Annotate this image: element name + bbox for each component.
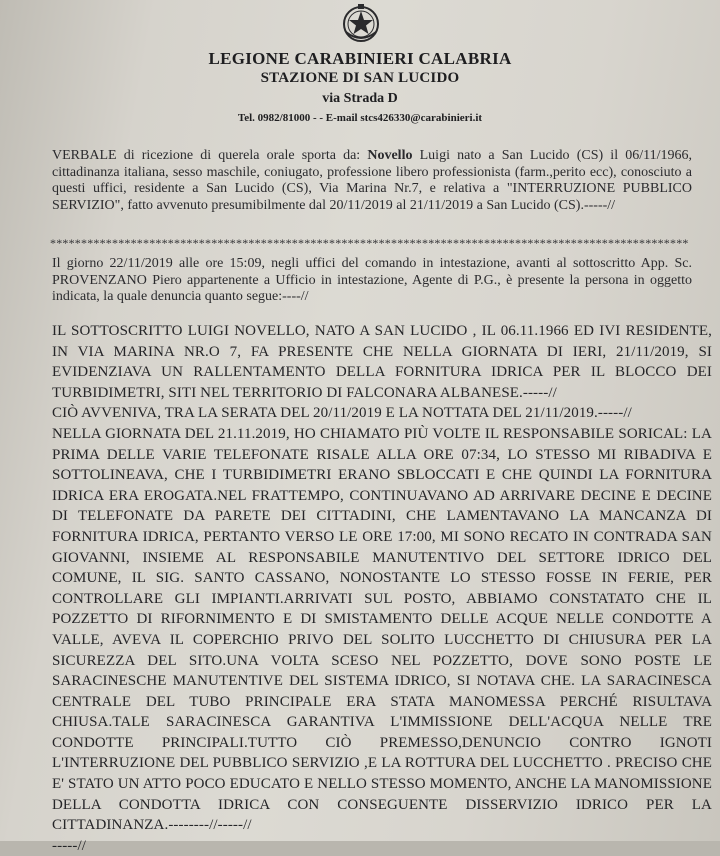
letterhead-title: LEGIONE CARABINIERI CALABRIA	[208, 49, 512, 68]
italian-republic-emblem-icon	[340, 2, 382, 44]
statement-paragraph-2: CIÒ AVVENIVA, TRA LA SERATA DEL 20/11/2019 E LA NOTTATA DEL 21/11/2019.-----//	[52, 405, 632, 422]
complainant-surname: Novello	[367, 148, 413, 163]
report-reception-paragraph: Il giorno 22/11/2019 alle ore 15:09, negli uffici del comando in intestazione, avanti al sottoscritto App. Sc. PROVENZANO Piero appartenente a Ufficio in intestazione, Agente di P.G., è presente la persona in oggetto indicata, la quale denuncia quanto segue:----//	[52, 256, 692, 304]
report-intro-paragraph	[52, 148, 692, 214]
statement-paragraph-4: -----//	[52, 837, 87, 854]
letterhead-station: STAZIONE DI SAN LUCIDO	[260, 70, 460, 86]
letterhead-address: via Strada D	[322, 91, 398, 106]
statement-paragraph-1: IL SOTTOSCRITTO LUIGI NOVELLO, NATO A SAN LUCIDO , IL 06.11.1966 ED IVI RESIDENTE, IN VIA MARINA NR.O 7, FA PRESENTE CHE NELLA GIORNATA DI IERI, 21/11/2019, SI EVIDENZIAVA UN RALLENTAMENTO DELLA FORNITURA IDRICA PER IL BLOCCO DEI TURBIDIMETRI, SITI NEL TERRITORIO DI FALCONARA ALBANESE.-----//	[52, 323, 712, 401]
intro-rest: Luigi nato a San Lucido (CS) il 06/11/1966, cittadinanza italiana, sesso maschile, coniugato, professione libero professionista (farm.,perito ecc), conosciuto a questi uffici, residente a San Lucido (CS), Via Marina Nr.7, e relativa a "INTERRUZIONE PUBBLICO SERVIZIO", fatto avvenuto presumibilmente dal 20/11/2019 al 21/11/2019 a San Lucido (CS).-----//	[52, 148, 692, 213]
intro-lead: VERBALE di ricezione di querela orale sporta da:	[52, 148, 368, 163]
statement-paragraph-3: NELLA GIORNATA DEL 21.11.2019, HO CHIAMATO PIÙ VOLTE IL RESPONSABILE SORICAL: LA PRIMA DELLE VARIE TELEFONATE RISALE ALLA ORE 07:34, LO STESSO MI RIBADIVA E SOTTOLINEAVA, CHE I TURBIDIMETRI ERANO SBLOCCATI E CHE QUINDI LA FORNITURA IDRICA ERA EROGATA.NEL FRATTEMPO, CONTINUAVANO AD ARRIVARE DECINE E DECINE DI TELEFONATE DA PARETE DEI CITTADINI, CHE LAMENTAVANO LA MANCANZA DI FORNITURA IDRICA, PERTANTO VERSO LE ORE 17:00, MI SONO RECATO IN CONTRADA SAN GIOVANNI, INSIEME AL RESPONSABILE MANUTENTIVO DEL SETTORE IDRICO DEL COMUNE, IL SIG. SANTO CASSANO, NONOSTANTE LO STESSO FOSSE IN FERIE, PER CONTROLLARE GLI IMPIANTI.ARRIVATI SUL POSTO, ABBIAMO CONSTATATO CHE IL POZZETTO DI RIFORNIMENTO E DI SMISTAMENTO DELLE ACQUE NELLE CONDOTTE A VALLE, AVEVA IL COPERCHIO PRIVO DEL SOLITO LUCCHETTO DI CHIUSURA PER LA SICUREZZA DEL SITO.UNA VOLTA SCESO NEL POZZETTO, DOVE SONO POSTE LE SARACINESCHE MANUTENTIVE DEL SISTEMA IDRICO, SI NOTAVA CHE. LA SARACINESCA CENTRALE DEL TUBO PRINCIPALE ERA STATA MANOMESSA PERCHÉ RISULTAVA CHIUSA.TALE SARACINESCA GARANTIVA L'IMMISSIONE DELL'ACQUA NELLE TRE CONDOTTE PRINCIPALI.TUTTO CIÒ PREMESSO,DENUNCIO CONTRO IGNOTI L'INTERRUZIONE DEL PUBBLICO SERVIZIO ,E LA ROTTURA DEL LUCCHETTO . PRECISO CHE E' STATO UN ATTO POCO EDUCATO E NELLO STESSO MOMENTO, ANCHE LA MANOMISSIONE DELLA CONDOTTA IDRICA CON CONSEGUENTE DISSERVIZIO IDRICO PER LA CITTADINANZA.--------//-----//	[52, 425, 712, 834]
letterhead-contact: Tel. 0982/81000 - - E-mail stcs426330@carabinieri.it	[237, 112, 483, 124]
separator-line: *******************************************************************************************************	[50, 236, 689, 250]
statement-body	[52, 321, 712, 856]
